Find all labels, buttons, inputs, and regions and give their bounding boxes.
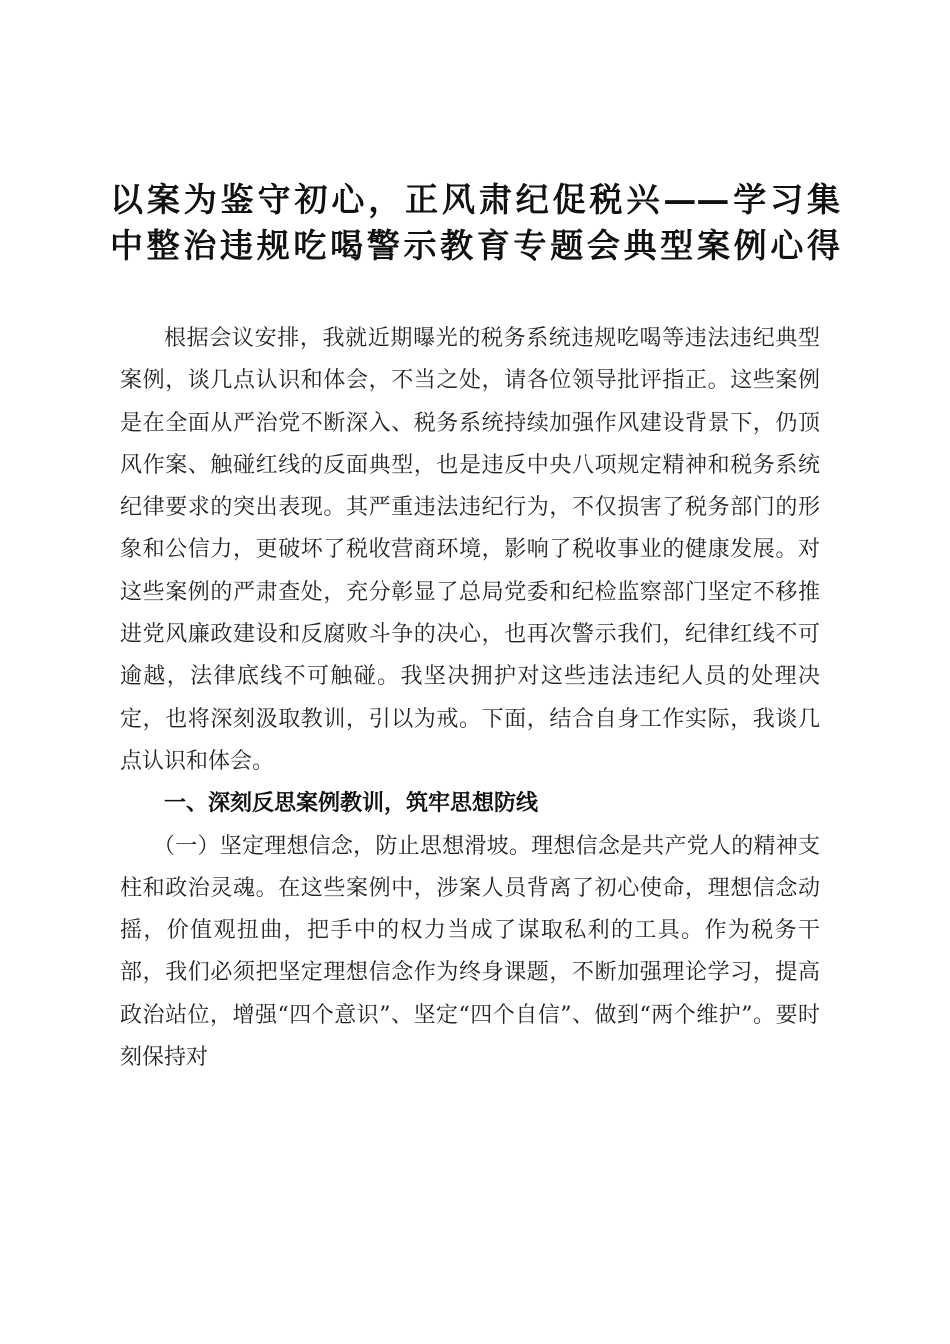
- subsection-paragraph-1: [120, 826, 820, 1080]
- section-heading-1: 一、深刻反思案例教训，筑牢思想防线: [164, 791, 539, 817]
- title-line-1: 以案为鉴守初心，正风肃纪促税兴——学习集: [110, 180, 840, 219]
- document-title: [110, 177, 840, 269]
- subsection-heading-1: （一）坚定理想信念，防止思想滑坡。: [153, 833, 532, 859]
- document-body: [120, 318, 820, 1079]
- intro-paragraph: 根据会议安排，我就近期曝光的税务系统违规吃喝等违法违纪典型案例，谈几点认识和体会，不当之处，请各位领导批评指正。这些案例是在全面从严治党不断深入、税务系统持续加强作风建设背景下，仍顶风作案、触碰红线的反面典型，也是违反中央八项规定精神和税务系统纪律要求的突出表现。其严重违法违纪行为，不仅损害了税务部门的形象和公信力，更破坏了税收营商环境，影响了税收事业的健康发展。对这些案例的严肃查处，充分彰显了总局党委和纪检监察部门坚定不移推进党风廉政建设和反腐败斗争的决心，也再次警示我们，纪律红线不可逾越，法律底线不可触碰。我坚决拥护对这些违法违纪人员的处理决定，也将深刻汲取教训，引以为戒。下面，结合自身工作实际，我谈几点认识和体会。: [120, 326, 820, 774]
- subsection-text-1: 理想信念是共产党人的精神支柱和政治灵魂。在这些案例中，涉案人员背离了初心使命，理想信念动摇，价值观扭曲，把手中的权力当成了谋取私利的工具。作为税务干部，我们必须把坚定理想信念作为终身课题，不断加强理论学习，提高政治站位，增强“四个意识”、坚定“四个自信”、做到“两个维护”。要时刻保持对: [120, 833, 820, 1071]
- title-line-2: 中整治违规吃喝警示教育专题会典型案例心得: [110, 226, 840, 265]
